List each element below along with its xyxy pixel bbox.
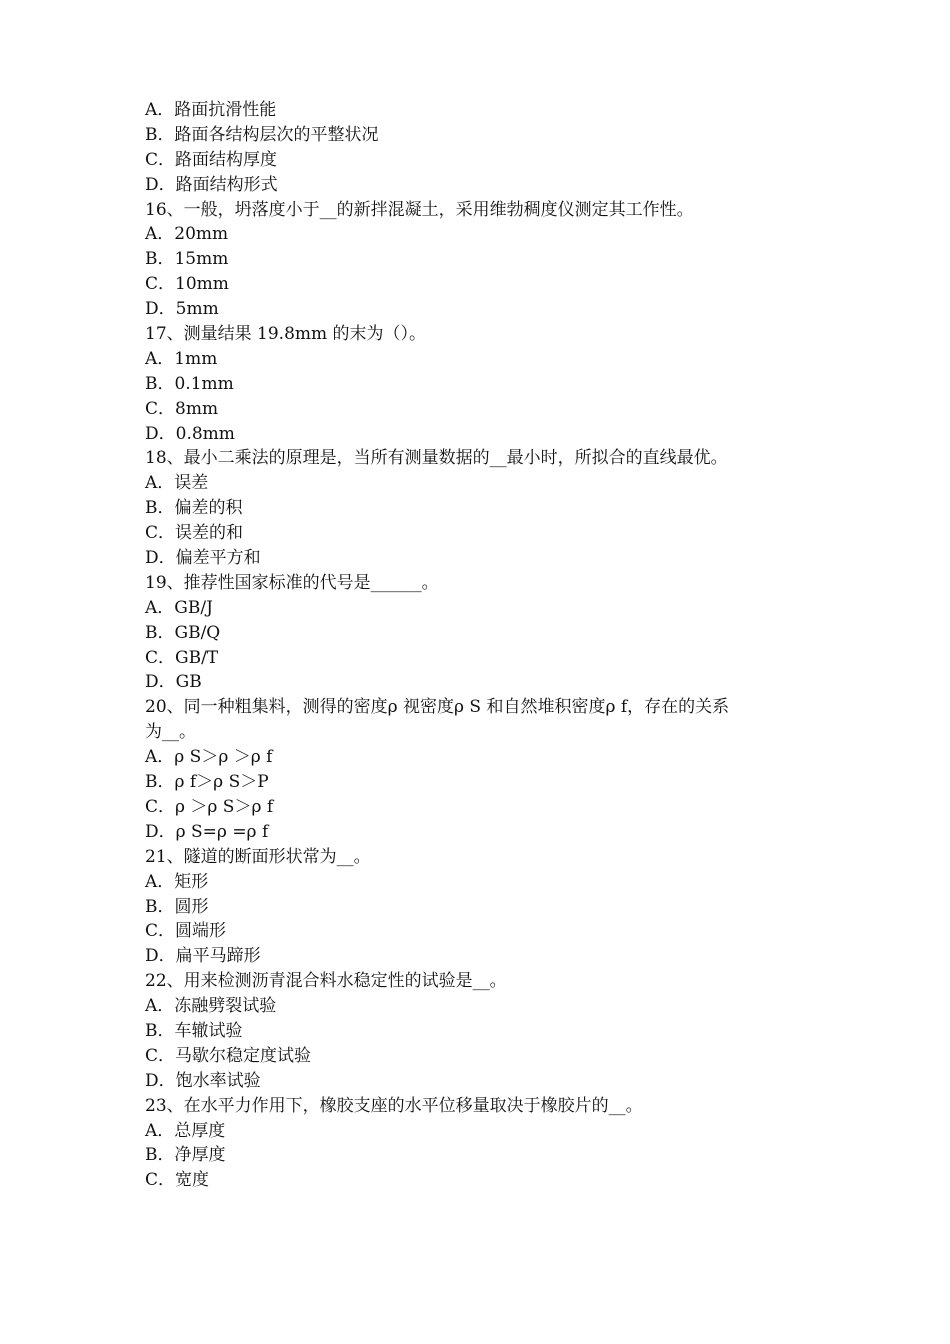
option-line: A．20mm — [145, 224, 229, 245]
option-line: C．宽度 — [145, 1170, 210, 1191]
option-line: C．路面结构厚度 — [145, 149, 278, 170]
option-line: D．偏差平方和 — [145, 548, 261, 569]
option-line: A．总厚度 — [145, 1120, 226, 1141]
option-line: A．路面抗滑性能 — [145, 100, 277, 120]
option-line: B．0.1mm — [145, 373, 234, 394]
option-line: B．圆形 — [145, 896, 209, 917]
option-line: C．GB/T — [145, 647, 219, 668]
option-line: B．路面各结构层次的平整状况 — [145, 124, 379, 145]
option-line: D．ρ S=ρ =ρ f — [145, 821, 269, 842]
option-line: D．饱水率试验 — [145, 1070, 261, 1091]
question-16: 16、一般，坍落度小于__的新拌混凝土，采用维勃稠度仪测定其工作性。 — [145, 199, 694, 220]
option-line: C．误差的和 — [145, 523, 244, 544]
option-line: D．扁平马蹄形 — [145, 946, 261, 967]
option-line: C．10mm — [145, 274, 229, 295]
option-line: C．圆端形 — [145, 921, 227, 942]
option-line: A．误差 — [145, 473, 209, 494]
question-17: 17、测量结果 19.8mm 的末为（）。 — [145, 324, 427, 345]
option-line: D．5mm — [145, 299, 219, 320]
option-line: C．马歇尔稳定度试验 — [145, 1045, 312, 1066]
question-23: 23、在水平力作用下，橡胶支座的水平位移量取决于橡胶片的__。 — [145, 1095, 643, 1116]
option-line: B．GB/Q — [145, 622, 221, 643]
option-line: B．ρ f＞ρ S＞P — [145, 772, 269, 793]
option-line: A．ρ S＞ρ ＞ρ f — [145, 747, 273, 768]
question-22: 22、用来检测沥青混合料水稳定性的试验是__。 — [145, 971, 507, 992]
option-line: C．8mm — [145, 398, 219, 419]
option-line: C．ρ ＞ρ S＞ρ f — [145, 796, 274, 817]
option-line: B．车辙试验 — [145, 1020, 243, 1041]
question-21: 21、隧道的断面形状常为__。 — [145, 846, 371, 867]
option-line: D．GB — [145, 672, 202, 693]
question-19: 19、推荐性国家标准的代号是______。 — [145, 572, 439, 593]
question-20-continuation: 为__。 — [145, 722, 196, 743]
option-line: A．GB/J — [145, 597, 213, 618]
option-line: A．1mm — [145, 348, 218, 369]
question-20: 20、同一种粗集料，测得的密度ρ 视密度ρ S 和自然堆积密度ρ f，存在的关系 — [145, 697, 730, 718]
option-line: D．0.8mm — [145, 423, 235, 444]
option-line: A．矩形 — [145, 871, 209, 892]
document-text-body — [145, 98, 815, 1193]
option-line: B．15mm — [145, 249, 229, 270]
option-line: B．偏差的积 — [145, 498, 243, 519]
option-line: A．冻融劈裂试验 — [145, 996, 277, 1017]
option-line: D．路面结构形式 — [145, 174, 278, 195]
question-18: 18、最小二乘法的原理是，当所有测量数据的__最小时，所拟合的直线最优。 — [145, 448, 728, 469]
option-line: B．净厚度 — [145, 1145, 226, 1166]
